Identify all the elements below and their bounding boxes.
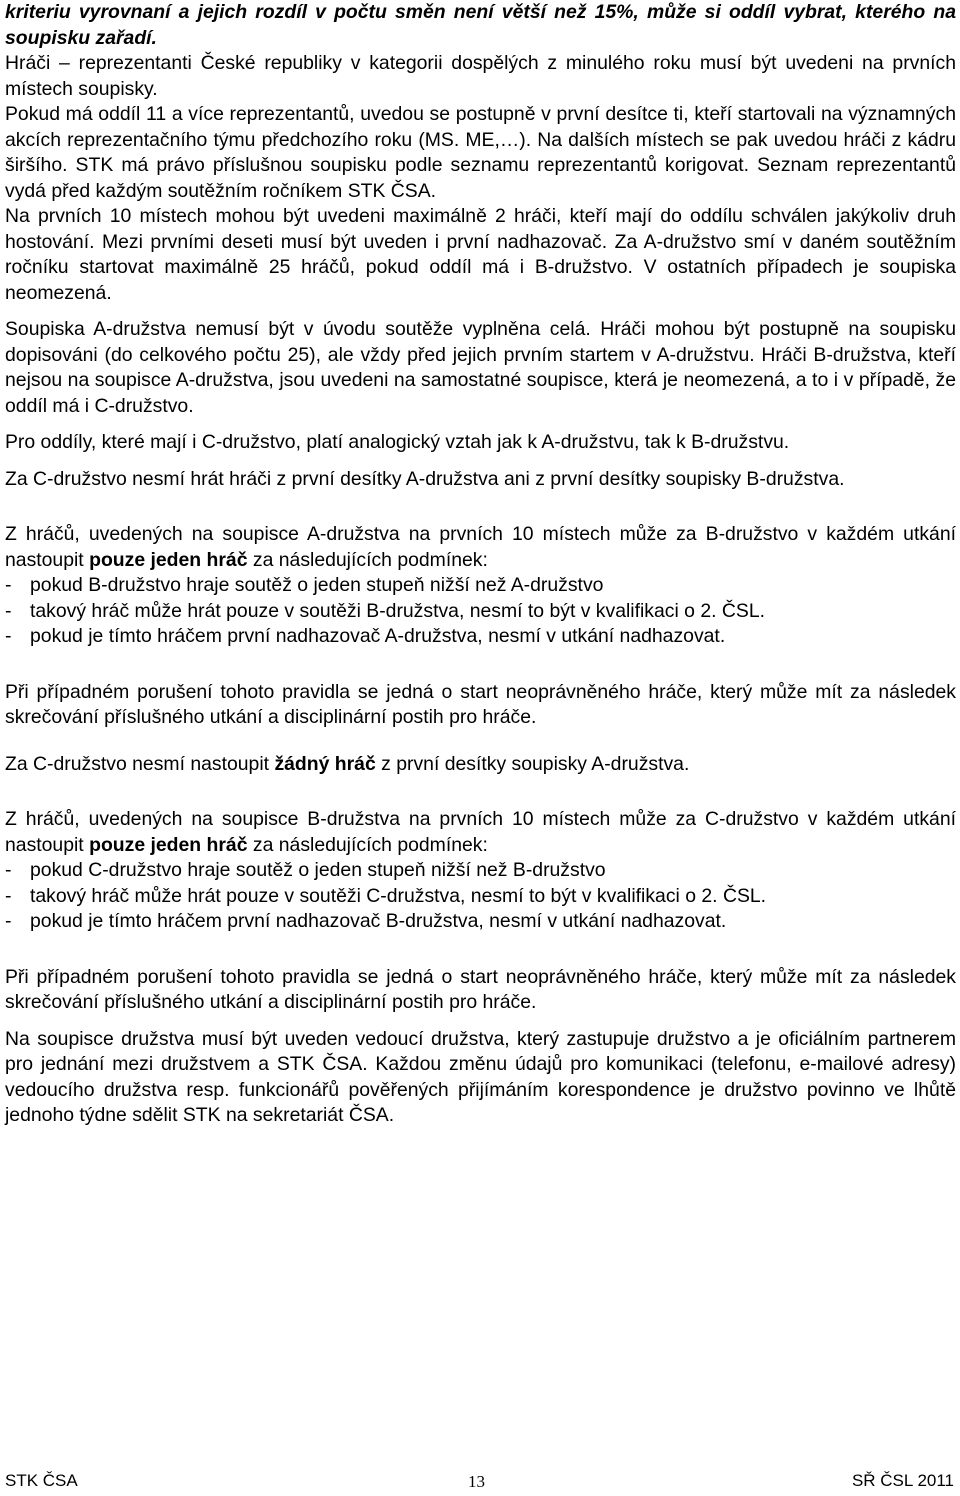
paragraph-team-leader: Na soupisce družstva musí být uveden vedoucí družstva, který zastupuje družstvo a je oficiálním partnerem pro jednání mezi družstvem a STK ČSA. Každou změnu údajů pro komunikaci (telefonu, e-mailové adresy) vedoucího družstva resp. funkcionářů pověřených přijímáním korespondence je družstvo povinno ve lhůtě jednoho týdne sdělit STK na sekretariát ČSA. (5, 1027, 956, 1126)
document-page (5, 0, 956, 1129)
section-b-bold: pouze jeden hráč (89, 833, 248, 856)
footer-right: SŘ ČSL 2011 (851, 1471, 954, 1490)
page-footer (0, 1470, 960, 1494)
section-a-conditions (5, 573, 956, 650)
section-b-intro (5, 807, 956, 858)
section-b-lead: Z hráčů, uvedených na soupisce B-družstva na prvních 10 místech může za C-družstvo v každém utkání nastoupit (5, 808, 956, 856)
paragraph-first-ten-places: Na prvních 10 místech mohou být uvedeni maximálně 2 hráči, kteří mají do oddílu schválen jakýkoliv druh hostování. Mezi prvními deseti musí být uveden i první nadhazovač. Za A-družstvo smí v daném soutěžním ročníku startovat maximálně 25 hráčů, pokud oddíl má i B-družstvo. V ostatních případech je soupiska neomezená. (5, 205, 956, 304)
c-team-bold: žádný hráč (274, 752, 376, 775)
section-a-lead: Z hráčů, uvedených na soupisce A-družstva na prvních 10 místech může za B-družstvo v každém utkání nastoupit (5, 523, 956, 571)
paragraph-eleven-representatives: Pokud má oddíl 11 a více reprezentantů, uvedou se postupně v první desítce ti, kteří startovali na významných akcích reprezentačního týmu předchozího roku (MS. ME,…). Na dalších místech se pak uvedou hráči z kádru širšího. STK má právo příslušnou soupisku podle seznamu reprezentantů korigovat. Seznam reprezentantů vydá před každým soutěžním ročníkem STK ČSA. (5, 103, 956, 202)
list-item: - takový hráč může hrát pouze v soutěži B-družstva, nesmí to být v kvalifikaci o 2. ČSL. (5, 599, 956, 625)
paragraph-c-team-analogy: Pro oddíly, které mají i C-družstvo, platí analogický vztah jak k A-družstvu, tak k B-družstvu. (5, 431, 790, 453)
paragraph-criterion: kriteriu vyrovnaní a jejich rozdíl v počtu směn není větší než 15%, může si oddíl vybrat, kterého na soupisku zařadí. (5, 1, 956, 49)
list-item: - pokud C-družstvo hraje soutěž o jeden stupeň nižší než B-družstvo (5, 858, 956, 884)
paragraph-representatives: Hráči – reprezentanti České republiky v kategorii dospělých z minulého roku musí být uvedeni na prvních místech soupisky. (5, 52, 956, 100)
list-item: - pokud B-družstvo hraje soutěž o jeden stupeň nižší než A-družstvo (5, 573, 956, 599)
paragraph-c-team-restriction: Za C-družstvo nesmí hrát hráči z první desítky A-družstva ani z první desítky soupisky B-družstva. (5, 467, 845, 490)
list-item: - pokud je tímto hráčem první nadhazovač B-družstva, nesmí v utkání nadhazovat. (5, 909, 956, 935)
list-item: - takový hráč může hrát pouze v soutěži C-družstva, nesmí to být v kvalifikaci o 2. ČSL. (5, 884, 956, 910)
page-number: 13 (468, 1472, 485, 1491)
section-b-tail: za následujících podmínek: (247, 833, 488, 856)
footer-left: STK ČSA (5, 1471, 78, 1490)
c-team-tail: z první desítky soupisky A-družstva. (375, 752, 690, 775)
section-b-conditions (5, 858, 956, 935)
section-a-tail: za následujících podmínek: (247, 548, 488, 571)
section-a-to-b (5, 522, 956, 650)
list-item: - pokud je tímto hráčem první nadhazovač A-družstva, nesmí v utkání nadhazovat. (5, 624, 956, 650)
paragraph-c-team-no-player (5, 752, 956, 778)
paragraph-violation-1: Při případném porušení tohoto pravidla se jedná o start neoprávněného hráče, který může mít za následek skrečování příslušného utkání a disciplinární postih pro hráče. (5, 680, 956, 728)
c-team-lead: Za C-družstvo nesmí nastoupit (5, 752, 275, 775)
section-a-bold: pouze jeden hráč (89, 548, 248, 571)
paragraph-violation-2: Při případném porušení tohoto pravidla se jedná o start neoprávněného hráče, který může mít za následek skrečování příslušného utkání a disciplinární postih pro hráče. (5, 965, 956, 1013)
paragraph-roster-a: Soupiska A-družstva nemusí být v úvodu soutěže vyplněna celá. Hráči mohou být postupně na soupisku dopisováni (do celkového počtu 25), ale vždy před jejich prvním startem v A-družstvu. Hráči B-družstva, kteří nejsou na soupisce A-družstva, jsou uvedeni na samostatné soupisce, která je neomezená, a to i v případě, že oddíl má i C-družstvo. (5, 318, 956, 417)
section-b-to-c (5, 807, 956, 935)
section-a-intro (5, 522, 956, 573)
